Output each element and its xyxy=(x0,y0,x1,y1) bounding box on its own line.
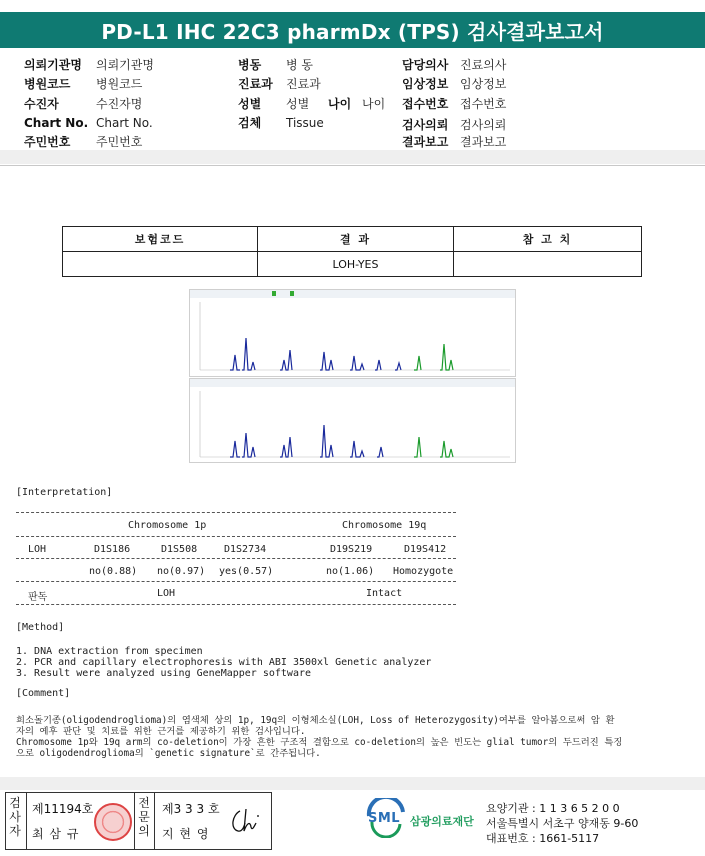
info-row xyxy=(24,56,154,73)
info-value: 의뢰기관명 xyxy=(96,58,154,72)
comment-line: 희소돌기종(oligodendroglioma)의 염색체 상의 1p, 19q의 이형체소실(LOH, Loss of Heterozygosity)여부를 알아봄으로써 암 환 xyxy=(16,715,615,726)
comment-line: Chromosome 1p와 19q arm의 co-deletion이 가장 흔한 구조적 결함으로 co-deletion의 높은 빈도는 glial tumor의 두드러진 특징 xyxy=(16,737,623,748)
specialist-signature xyxy=(228,805,268,837)
info-row xyxy=(24,133,142,150)
electropherogram-image-2 xyxy=(189,378,516,463)
marker-label: D19S219 xyxy=(330,544,373,555)
interpretation-heading: [Interpretation] xyxy=(16,487,113,498)
info-value: Chart No. xyxy=(96,116,153,130)
info-label: 검체 xyxy=(238,116,262,130)
info-label: 담당의사 xyxy=(402,58,449,72)
report-title: PD-L1 IHC 22C3 pharmDx (TPS) 검사결과보고서 xyxy=(0,12,705,48)
group-label-1p: Chromosome 1p xyxy=(128,520,207,531)
info-label: 수진자 xyxy=(24,97,59,111)
dashed-rule xyxy=(16,581,456,582)
examiner-name: 최 삼 규 xyxy=(32,827,80,841)
examiner-label: 검사자 xyxy=(9,796,21,838)
info-label: 병원코드 xyxy=(24,77,71,91)
info-row xyxy=(238,75,321,92)
institution-phone: 대표번호 : 1661-5117 xyxy=(486,832,600,845)
examiner-number: 제11194호 xyxy=(32,802,94,816)
info-value: 검사의뢰 xyxy=(460,118,507,132)
marker-value: no(1.06) xyxy=(326,566,375,577)
info-value: 성별 xyxy=(286,97,310,111)
info-row xyxy=(238,95,385,112)
method-line: 3. Result were analyzed using GeneMapper software xyxy=(16,668,312,679)
info-row xyxy=(24,116,153,130)
info-label: 접수번호 xyxy=(402,97,449,111)
info-row xyxy=(238,56,313,73)
sml-logo xyxy=(366,798,406,838)
marker-label: D1S2734 xyxy=(224,544,267,555)
divider xyxy=(154,793,155,849)
dashed-rule xyxy=(16,604,456,605)
result-table xyxy=(62,226,642,277)
info-label: 결과보고 xyxy=(402,135,449,149)
method-heading: [Method] xyxy=(16,622,65,633)
info-row xyxy=(402,95,506,112)
info-value: 나이 xyxy=(362,97,386,111)
comment-heading: [Comment] xyxy=(16,688,71,699)
info-value: Tissue xyxy=(286,116,324,130)
marker-label: D19S412 xyxy=(404,544,447,555)
header-divider xyxy=(0,150,705,164)
institution-name: 삼광의료재단 xyxy=(410,815,474,828)
institution-address: 서울특별시 서초구 양재동 9-60 xyxy=(486,817,639,830)
info-label: Chart No. xyxy=(24,116,89,130)
table-row xyxy=(63,252,642,277)
marker-label: D1S508 xyxy=(161,544,198,555)
comment-line: 자의 예후 판단 및 치료를 위한 근거를 제공하기 위한 검사입니다. xyxy=(16,726,306,737)
dashed-rule xyxy=(16,512,456,513)
method-line: 2. PCR and capillary electrophoresis with ABI 3500xl Genetic analyzer xyxy=(16,657,432,668)
col-header-result: 결 과 xyxy=(258,227,454,252)
info-row xyxy=(402,75,506,92)
info-label: 임상정보 xyxy=(402,77,449,91)
group-label-19q: Chromosome 19q xyxy=(342,520,427,531)
info-row xyxy=(402,56,506,73)
info-row xyxy=(402,133,506,150)
info-value: 병원코드 xyxy=(96,77,143,91)
info-value: 접수번호 xyxy=(460,97,507,111)
cell-result: LOH-YES xyxy=(258,252,454,277)
comment-line: 으로 oligodendroglioma의 `genetic signature`로 간주됩니다. xyxy=(16,748,321,759)
marker-value: no(0.88) xyxy=(89,566,138,577)
info-label: 성별 xyxy=(238,97,262,111)
cell-insurance-code xyxy=(63,252,258,277)
info-label: 주민번호 xyxy=(24,135,71,149)
marker-value: Homozygote xyxy=(393,566,454,577)
logo-text: SML xyxy=(368,811,401,826)
electropherogram-plot-2 xyxy=(190,379,515,462)
verdict-1p: LOH xyxy=(157,588,176,599)
info-value: 결과보고 xyxy=(460,135,507,149)
info-label: 검사의뢰 xyxy=(402,118,449,132)
col-header-reference: 참 고 치 xyxy=(454,227,642,252)
info-label: 의뢰기관명 xyxy=(24,58,82,72)
institution-code: 요양기관 : 1 1 3 6 5 2 0 0 xyxy=(486,802,620,815)
info-value: 진료과 xyxy=(286,77,321,91)
dashed-rule xyxy=(16,558,456,559)
info-row xyxy=(238,114,324,131)
info-value: 진료의사 xyxy=(460,58,507,72)
info-row xyxy=(24,75,142,92)
info-value: 임상정보 xyxy=(460,77,507,91)
method-line: 1. DNA extraction from specimen xyxy=(16,646,203,657)
info-value: 주민번호 xyxy=(96,135,143,149)
info-label: 병동 xyxy=(238,58,262,72)
info-value: 병 동 xyxy=(286,58,313,72)
info-row xyxy=(24,95,142,112)
verdict-label: 판독 xyxy=(28,592,48,603)
divider xyxy=(0,165,705,166)
marker-value: yes(0.57) xyxy=(219,566,274,577)
marker-value: no(0.97) xyxy=(157,566,206,577)
marker-label: D1S186 xyxy=(94,544,131,555)
specialist-number: 제3 3 3 호 xyxy=(162,802,220,816)
info-row xyxy=(402,116,506,133)
dashed-rule xyxy=(16,536,456,537)
divider xyxy=(26,793,27,849)
info-value: 수진자명 xyxy=(96,97,143,111)
divider xyxy=(134,793,135,849)
examiner-seal xyxy=(94,803,132,841)
specialist-label: 전문의 xyxy=(138,796,150,838)
footer-divider xyxy=(0,777,705,790)
info-label: 나이 xyxy=(328,97,352,111)
electropherogram-plot-1 xyxy=(190,290,515,376)
col-header-insurance-code: 보험코드 xyxy=(63,227,258,252)
info-label: 진료과 xyxy=(238,77,273,91)
verdict-19q: Intact xyxy=(366,588,403,599)
signature-box xyxy=(5,792,272,850)
table-header-row xyxy=(63,227,642,252)
electropherogram-image-1 xyxy=(189,289,516,377)
specialist-name: 지 현 영 xyxy=(162,827,210,841)
cell-reference xyxy=(454,252,642,277)
loh-label: LOH xyxy=(28,544,47,555)
